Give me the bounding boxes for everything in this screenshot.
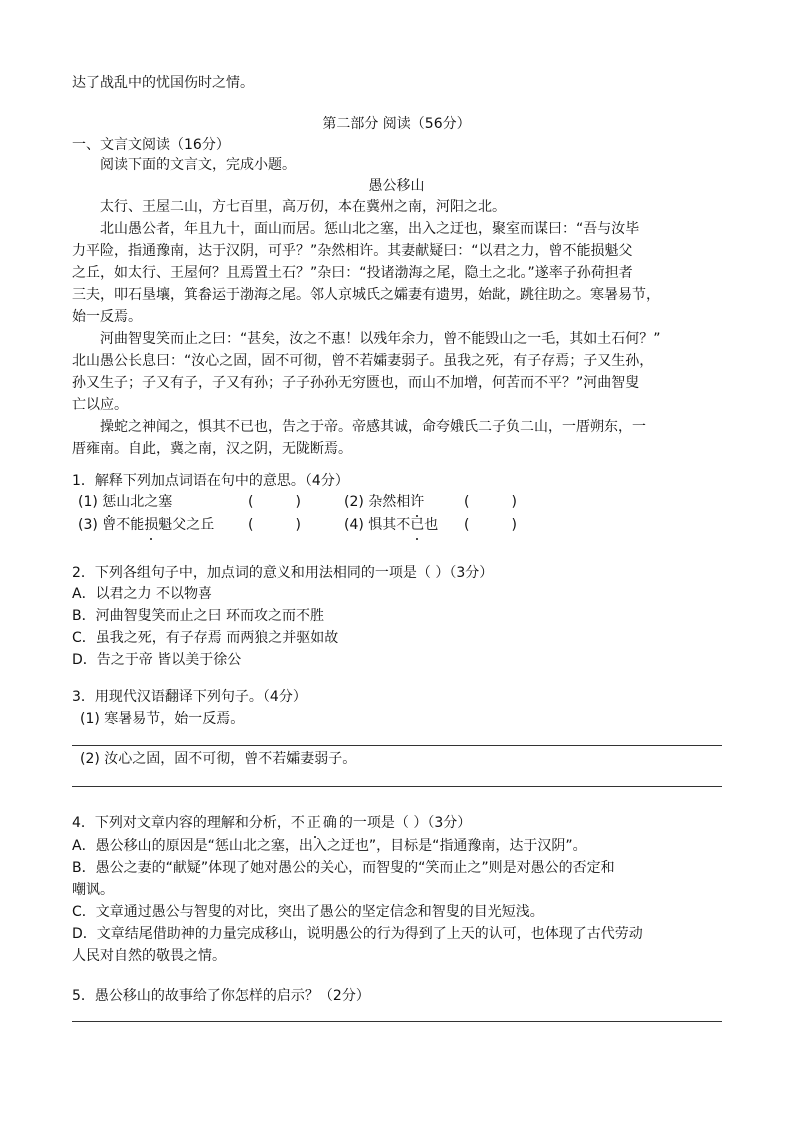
answer-line[interactable] xyxy=(72,786,722,787)
q1-blank-1[interactable]: ( ) xyxy=(248,494,301,510)
q2-option-d: D．告之于帝 皆以美于徐公 xyxy=(72,652,242,668)
q4-option-d: D．文章结尾借助神的力量完成移山，说明愚公的行为得到了上天的认可，也体现了古代劳动 xyxy=(72,926,643,942)
question-3-stem: 3．用现代汉语翻译下列句子。（4分） xyxy=(72,689,307,705)
q1-item-1: (1) 惩山北之塞 xyxy=(78,491,172,513)
question-4-stem: 4．下列对文章内容的理解和分析，不正确的一项是（ ）（3分） xyxy=(72,812,732,834)
q1-blank-3[interactable]: ( ) xyxy=(248,517,301,533)
passage-line: 力平险，指通豫南，达于汉阴，可乎？”杂然相许。其妻献疑曰：“以君之力，曾不能损魁父 xyxy=(72,243,633,259)
section-heading: 一、文言文阅读（16分） xyxy=(72,137,230,153)
carryover-line: 达了战乱中的忧国伤时之情。 xyxy=(72,75,254,91)
dotted-word: 惩 xyxy=(102,491,116,513)
passage-line: 亡以应。 xyxy=(72,397,128,413)
passage-line: 河曲智叟笑而止之曰：“甚矣，汝之不惠！以残年余力，曾不能毁山之一毛，其如土石何？” xyxy=(100,331,661,347)
dotted-word: 许 xyxy=(410,491,424,513)
passage-line: 太行、王屋二山，方七百里，高万仞，本在冀州之南，河阳之北。 xyxy=(100,199,506,215)
q4-option-d-cont: 人民对自然的敬畏之情。 xyxy=(72,948,226,964)
question-1-stem: 1．解释下列加点词语在句中的意思。（4分） xyxy=(72,473,349,489)
q3-sentence-1: (1) 寒暑易节，始一反焉。 xyxy=(80,711,245,727)
q4-option-c: C．文章通过愚公与智叟的对比，突出了愚公的坚定信念和智叟的目光短浅。 xyxy=(72,904,544,920)
q4-option-b: B．愚公之妻的“献疑”体现了她对愚公的关心，而智叟的“笑而止之”则是对愚公的否定和 xyxy=(72,860,615,876)
dotted-word: 不正确 xyxy=(291,812,339,834)
q4-option-b-cont: 嘲讽。 xyxy=(72,882,114,898)
passage-title: 愚公移山 xyxy=(368,178,425,194)
q2-option-b: B．河曲智叟笑而止之曰 环而攻之而不胜 xyxy=(72,608,325,624)
question-2-stem: 2．下列各组句子中，加点词的意义和用法相同的一项是（ ）（3分） xyxy=(72,565,494,581)
q1-blank-4[interactable]: ( ) xyxy=(464,517,517,533)
passage-line: 三夫，叩石垦壤，箕畚运于渤海之尾。邻人京城氏之孀妻有遗男，始龀，跳往助之。寒暑易节， xyxy=(72,287,660,303)
q3-sentence-2: (2) 汝心之固，固不可彻，曾不若孀妻弱子。 xyxy=(80,751,357,767)
passage-line: 之丘，如太行、王屋何？且焉置土石？”杂曰：“投诸渤海之尾，隐土之北。”遂率子孙荷担者 xyxy=(72,265,633,281)
q1-item-3: (3) 曾不能损魁父之丘 xyxy=(78,514,214,536)
q4-option-a: A．愚公移山的原因是“惩山北之塞，出入之迂也”，目标是“指通豫南，达于汉阴”。 xyxy=(72,838,587,854)
answer-line[interactable] xyxy=(72,1021,722,1022)
dotted-word: 已 xyxy=(410,514,424,536)
section-instruction: 阅读下面的文言文，完成小题。 xyxy=(100,157,296,173)
passage-line: 始一反焉。 xyxy=(72,309,142,325)
dotted-word: 损 xyxy=(144,514,158,536)
q1-item-4: (4) 惧其不已也 xyxy=(344,514,438,536)
question-5-stem: 5．愚公移山的故事给了你怎样的启示？（2分） xyxy=(72,988,370,1004)
passage-line: 孙又生子；子又有子，子又有孙；子子孙孙无穷匮也，而山不加增，何苦而不平？”河曲智叟 xyxy=(72,375,640,391)
passage-line: 厝雍南。自此，冀之南，汉之阴，无陇断焉。 xyxy=(72,441,352,457)
q1-blank-2[interactable]: ( ) xyxy=(464,494,517,510)
q2-option-c: C．虽我之死，有子存焉 而两狼之并驱如故 xyxy=(72,630,339,646)
passage-line: 操蛇之神闻之，惧其不已也，告之于帝。帝感其诚，命夸娥氏二子负二山，一厝朔东，一 xyxy=(100,419,646,435)
passage-line: 北山愚公者，年且九十，面山而居。惩山北之塞，出入之迂也，聚室而谋曰：“吾与汝毕 xyxy=(100,221,640,237)
part-title: 第二部分 阅读（56分） xyxy=(322,116,471,132)
q1-item-2: (2) 杂然相许 xyxy=(344,491,424,513)
passage-line: 北山愚公长息曰：“汝心之固，固不可彻，曾不若孀妻弱子。虽我之死，有子存焉；子又生孙， xyxy=(72,353,654,369)
answer-line[interactable] xyxy=(72,745,722,746)
q2-option-a: A．以君之力 不以物喜 xyxy=(72,586,213,602)
